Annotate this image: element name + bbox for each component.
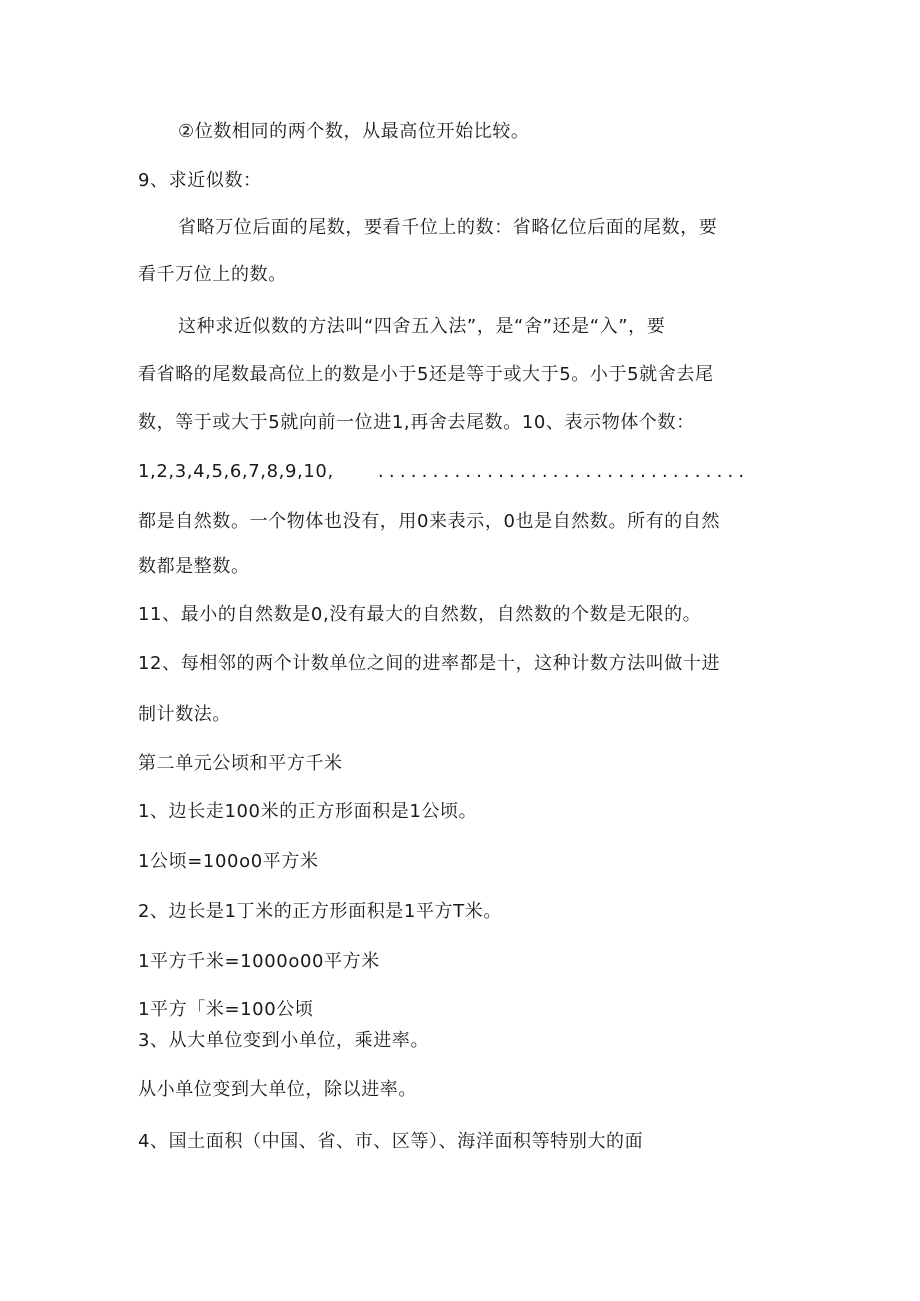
section-heading: 9、求近似数： (138, 170, 262, 191)
formula-line: 1平方「米=100公顷 (138, 999, 314, 1020)
text-line: 制计数法。 (138, 704, 231, 725)
text-line: 数，等于或大于5就向前一位进1,再舍去尾数。10、表示物体个数： (138, 412, 695, 433)
ellipsis-dots: .................................. (378, 461, 750, 482)
text-line: 省略万位后面的尾数，要看千位上的数：省略亿位后面的尾数，要 (178, 217, 718, 238)
number-sequence: 1,2,3,4,5,6,7,8,9,10, (138, 461, 334, 482)
unit-heading: 第二单元公顷和平方千米 (138, 753, 343, 774)
text-line: 从小单位变到大单位，除以进率。 (138, 1079, 417, 1100)
text-line: 3、从大单位变到小单位，乘进率。 (138, 1030, 430, 1051)
text-line: 4、国土面积（中国、省、市、区等）、海洋面积等特别大的面 (138, 1131, 644, 1152)
formula-line: 1公顷=100o0平方米 (138, 851, 319, 872)
text-line: 1、边长走100米的正方形面积是1公顷。 (138, 801, 478, 822)
text-line: 数都是整数。 (138, 556, 250, 577)
text-line: 2、边长是1丁米的正方形面积是1平方T米。 (138, 901, 502, 922)
text-line: 12、每相邻的两个计数单位之间的进率都是十，这种计数方法叫做十进 (138, 653, 721, 674)
text-line: 11、最小的自然数是0,没有最大的自然数，自然数的个数是无限的。 (138, 604, 702, 625)
text-line: 看省略的尾数最高位上的数是小于5还是等于或大于5。小于5就舍去尾 (138, 364, 714, 385)
text-line: 这种求近似数的方法叫“四舍五入法”，是“舍”还是“入”，要 (178, 316, 666, 337)
text-line: 看千万位上的数。 (138, 264, 287, 285)
text-line: ②位数相同的两个数，从最高位开始比较。 (178, 121, 530, 142)
formula-line: 1平方千米=1000o00平方米 (138, 951, 380, 972)
text-line: 都是自然数。一个物体也没有，用0来表示，0也是自然数。所有的自然 (138, 511, 721, 532)
